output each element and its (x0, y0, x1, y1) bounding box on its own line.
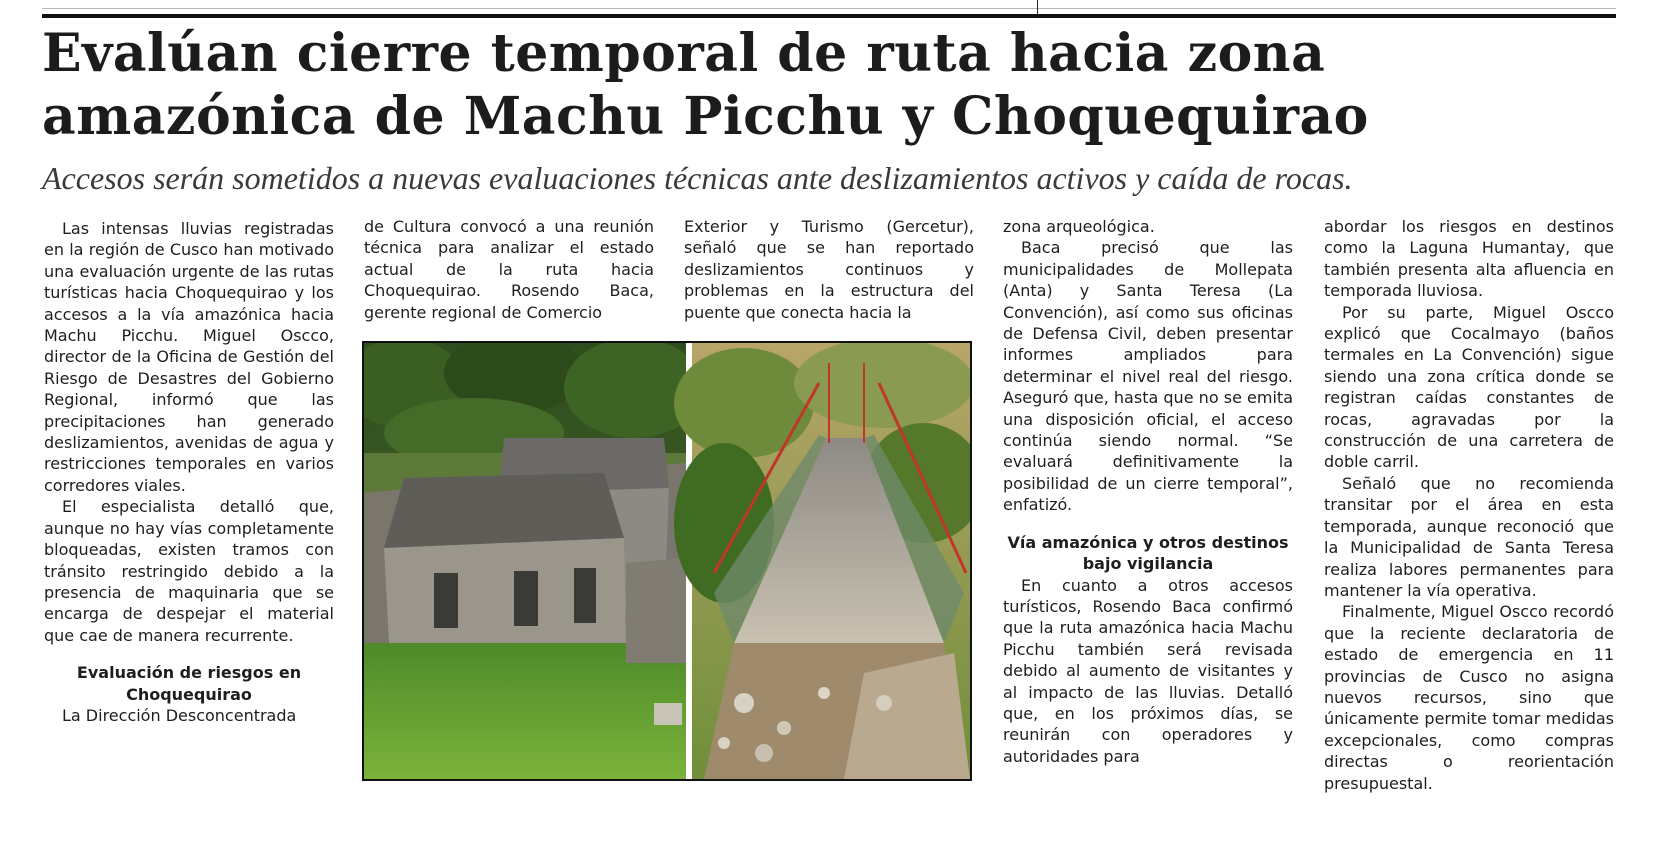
paragraph: abordar los riesgos en destinos como la Laguna Humantay, que también presenta alta afluencia en temporada lluviosa. (1324, 217, 1614, 301)
paragraph: zona arqueológica. (1003, 217, 1155, 236)
paragraph: Finalmente, Miguel Oscco recordó que la reciente declaratoria de estado de emergencia en 11 provincias de Cusco no asigna nuevos recursos, sino que únicamente permite tomar medidas excepcionales, como compras directas o reorientación presupuestal. (1324, 602, 1614, 793)
article-column-1 (44, 218, 334, 726)
paragraph: Por su parte, Miguel Oscco explicó que Cocalmayo (baños termales en La Convención) sigue siendo una zona crítica donde se registran caídas constantes de rocas, agravadas por la construcción de una carretera de doble carril. (1324, 302, 1614, 472)
article-column-5 (1324, 216, 1614, 794)
paragraph: La Dirección Desconcentrada (62, 705, 297, 725)
cropped-previous-article-strip (42, 0, 1616, 9)
paragraph: de Cultura convocó a una reunión técnica para analizar el estado actual de la ruta hacia Choquequirao. Rosendo Baca, gerente regional de Comercio (364, 217, 654, 322)
article-photo (362, 341, 972, 781)
photo-collage (364, 343, 970, 779)
headline: Evalúan cierre temporal de ruta hacia zona amazónica de Machu Picchu y Choquequirao (42, 23, 1369, 147)
paragraph: En cuanto a otros accesos turísticos, Rosendo Baca confirmó que la ruta amazónica hacia Machu Picchu también será revisada debido al aumento de visitantes y al impacto de las lluvias. Detalló que, en los próximos días, se reunirán con operadores y autoridades para (1003, 575, 1293, 766)
article-column-4 (1003, 216, 1293, 767)
paragraph: Señaló que no recomienda transitar por el área en esta temporada, aunque reconoció que la Municipalidad de Santa Teresa realiza labores permanentes para mantener la vía operativa. (1324, 473, 1614, 600)
top-rule (42, 0, 1616, 18)
paragraph: El especialista detalló que, aunque no hay vías completamente bloqueadas, existen tramos con tránsito restringido debido a la presencia de maquinaria que se encarga de despejar el material que cae de manera recurrente. (44, 497, 334, 645)
paragraph: Exterior y Turismo (Gercetur), señaló que se han reportado deslizamientos continuos y problemas en la estructura del puente que conecta hacia la (684, 217, 974, 322)
paragraph: Baca precisó que las municipalidades de Mollepata (Anta) y Santa Teresa (La Convención), así como sus oficinas de Defensa Civil, deben presentar informes ampliados para determinar el nivel real del riesgo. Aseguró que, hasta que no se emita una disposición oficial, el acceso continúa siendo normal. “Se evaluará definitivamente la posibilidad de un cierre temporal”, enfatizó. (1003, 238, 1293, 515)
section-heading: Evaluación de riesgos en Choquequirao (76, 663, 302, 704)
section-heading: Vía amazónica y otros destinos bajo vigilancia (1007, 532, 1289, 574)
paragraph: Las intensas lluvias registradas en la región de Cusco han motivado una evaluación urgente de las rutas turísticas hacia Choquequirao y los accesos a la vía amazónica hacia Machu Picchu. Miguel Oscco, director de la Oficina de Gestión del Riesgo de Desastres del Gobierno Regional, informó que las precipitaciones han generado deslizamientos, avenidas de agua y restricciones temporales en varios corredores viales. (44, 219, 334, 495)
column-divider (1037, 0, 1038, 14)
article-column-3 (684, 216, 974, 323)
ruins-photo (364, 343, 704, 779)
subheadline: Accesos serán sometidos a nuevas evaluaciones técnicas ante deslizamientos activos y caída de rocas. (42, 160, 1353, 196)
article-column-2 (364, 216, 654, 323)
bridge-photo (674, 343, 970, 779)
